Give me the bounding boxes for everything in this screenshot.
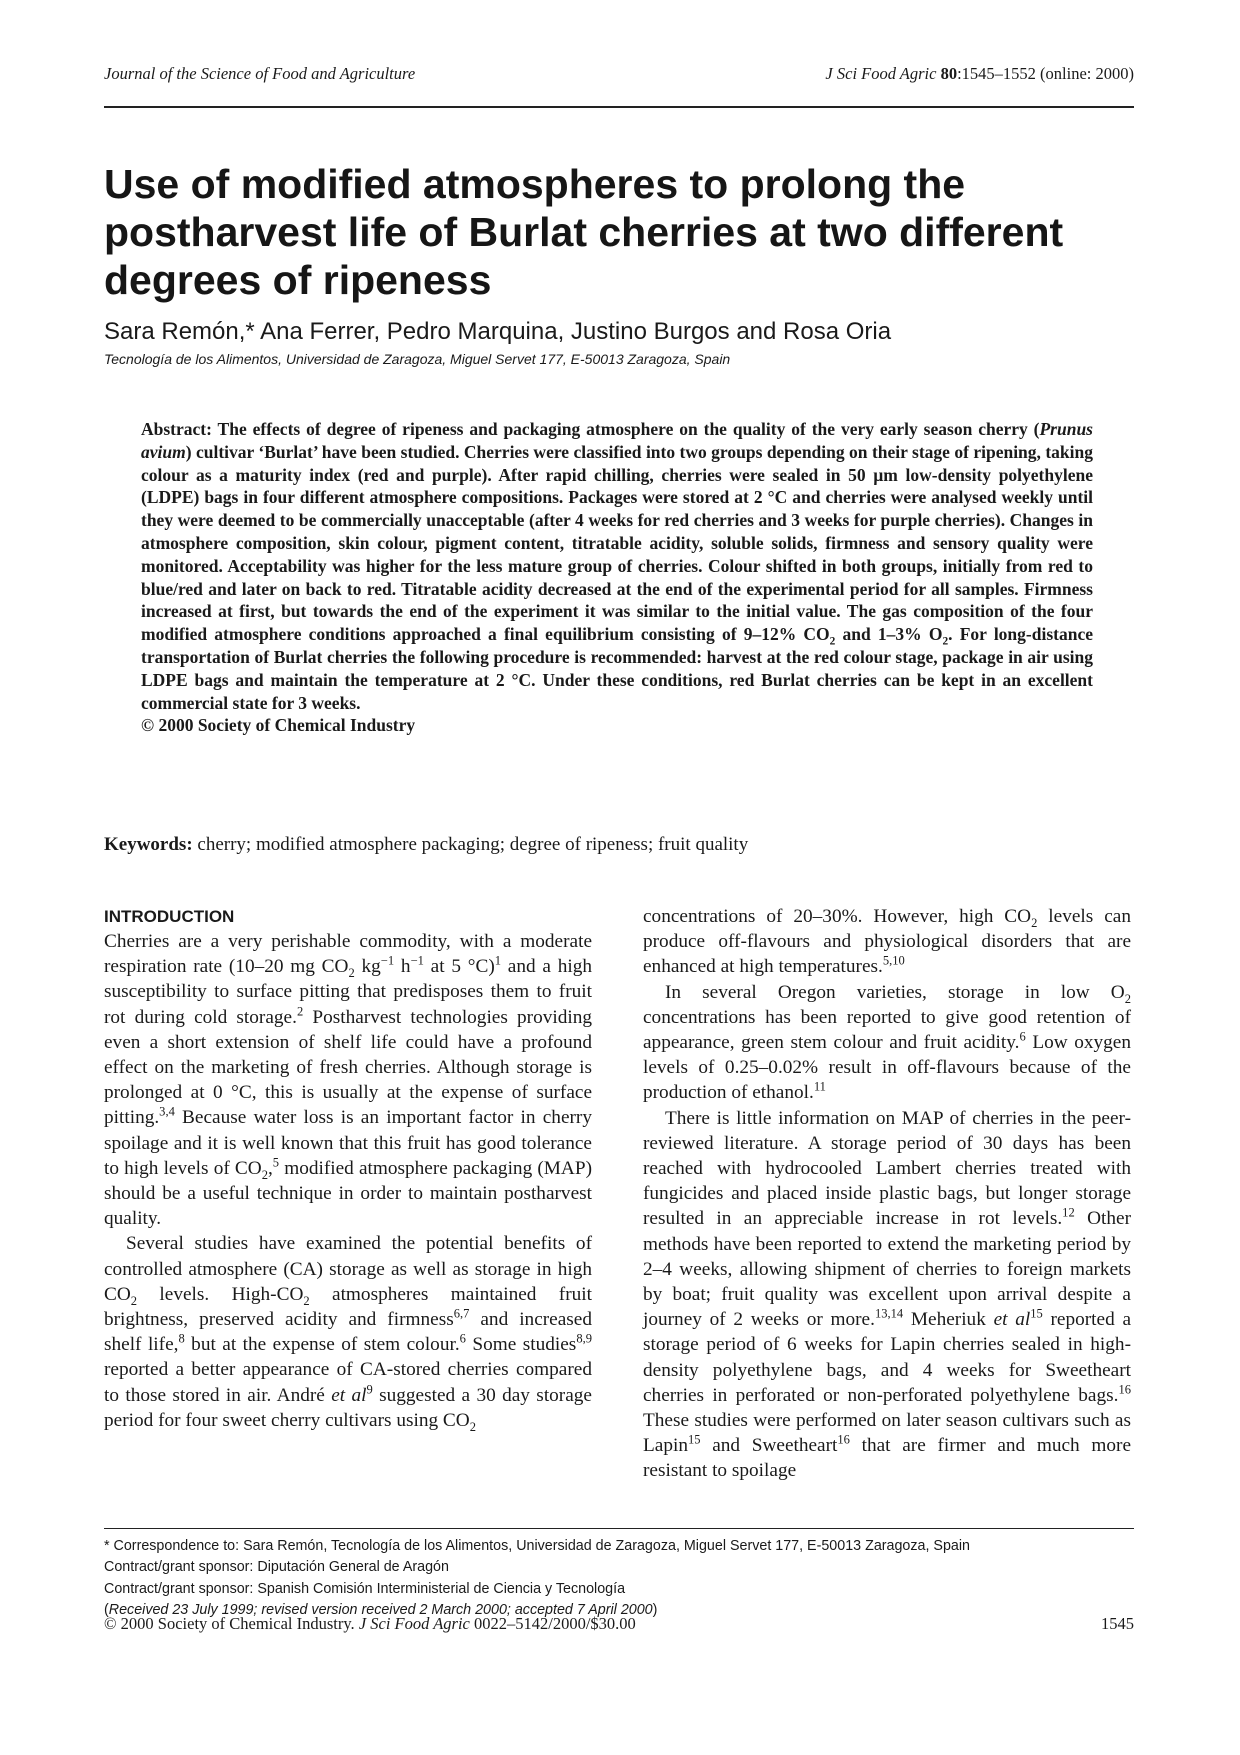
species-name: Prunus avium [141, 419, 1093, 462]
page-number: 1545 [1101, 1614, 1134, 1633]
paragraph: Several studies have examined the potential benefits of controlled atmosphere (CA) storage as well as storage in high $CO_2$ levels. High-$CO_2$ atmospheres maintained fruit brightness, preserved acidity and firmness$^{6,7}$ and increased shelf life,$^8$ but at the expense of stem colour.$^6$ Some studies$^{8,9}$ reported a better appearance of CA-stored cherries compared to those stored in air. André et $al^9$ suggested a 30 day storage period for four sweet cherry cultivars using $CO_2$ [104, 1233, 592, 1434]
paragraph: In several Oregon varieties, storage in low $O_2$ concentrations has been reported to give good retention of appearance, green stem colour and fruit acidity.$^6$ Low oxygen levels of 0.25–0.02% result in off-flavours because of the production of ethanol.$^{11}$ [643, 981, 1131, 1104]
footnote-correspondence: * Correspondence to: Sara Remón, Tecnología de los Alimentos, Universidad de Zaragoza, Miguel Servet 177, E-50013 Zaragoza, Spain [104, 1538, 970, 1554]
header-rule [104, 106, 1134, 108]
abstract-text-2: ) cultivar ‘Burlat’ have been studied. Cherries were classified into two groups depending on their stage of ripening, taking colour as a maturity index (red and purple). After rapid chilling, cherries were sealed in 50 µm low-density polyethylene (LDPE) bags in four different atmosphere compositions. Packages were stored at 2 °C and cherries were analysed weekly until they were deemed to be commercially unacceptable (after 4 weeks for red cherries and 3 weeks for purple cherries). Changes in atmosphere composition, skin colour, pigment content, titratable acidity, soluble solids, firmness and sensory quality were monitored. Acceptability was higher for the less mature group of cherries. Colour shifted in both groups, initially from red to blue/red and later on back to red. Titratable acidity decreased at the end of the experimental period for all samples. Firmness increased at first, but towards the end of the experiment it was similar to the initial value. The gas composition of the four modified atmosphere conditions approached a final equilibrium consisting of 9–12% CO [141, 441, 1093, 645]
footer-copyright [104, 1614, 636, 1634]
citation [825, 64, 1134, 84]
footnote-sponsor-2: Contract/grant sponsor: Spanish Comisión Interministerial de Ciencia y Tecnología [104, 1580, 626, 1597]
footer-journal: J Sci Food Agric [358, 1614, 470, 1633]
footnote-sponsor-1: Contract/grant sponsor: Diputación General de Aragón [104, 1559, 449, 1576]
section-heading-introduction: INTRODUCTION [104, 907, 235, 926]
keywords-label: Keywords: [104, 834, 193, 855]
affiliation: Tecnología de los Alimentos, Universidad de Zaragoza, Miguel Servet 177, E-50013 Zaragoza, Spain [104, 351, 731, 367]
citation-journal: J Sci Food Agric [825, 64, 937, 83]
abstract: Abstract: The effects of degree of ripeness and packaging atmosphere on the quality of the very early season cherry (Prunus avium) cultivar ‘Burlat’ have been studied. Cherries were classified into two groups depending on their stage of ripening, taking colour as a maturity index (red and purple). After rapid chilling, cherries were sealed in 50 µm low-density polyethylene (LDPE) bags in four different atmosphere compositions. Packages were stored at 2 °C and cherries were analysed weekly until they were deemed to be commercially unacceptable (after 4 weeks for red cherries and 3 weeks for purple cherries). Changes in atmosphere composition, skin colour, pigment content, titratable acidity, soluble solids, firmness and sensory quality were monitored. Acceptability was higher for the less mature group of cherries. Colour shifted in both groups, initially from red to blue/red and later on back to red. Titratable acidity decreased at the end of the experimental period for all samples. Firmness increased at first, but towards the end of the experiment it was similar to the initial value. The gas composition of the four modified atmosphere conditions approached a final equilibrium consisting of 9–12% $CO_2$ and 1–3% $O_2$. For long-distance transportation of Burlat cherries the following procedure is recommended: harvest at the red colour stage, package in air using LDPE bags and maintain the temperature at 2 °C. Under these conditions, red Burlat cherries can be kept in an excellent commercial state for 3 weeks. © 2000 Society of Chemical Industry [141, 419, 1093, 736]
footer-issn: 0022–5142/2000/$30.00 [469, 1614, 636, 1633]
keywords-text: cherry; modified atmosphere packaging; degree of ripeness; fruit quality [192, 834, 749, 855]
column-right [643, 904, 1131, 1484]
footer-copyright-text: © 2000 Society of Chemical Industry. [104, 1614, 359, 1633]
abstract-text-1: The effects of degree of ripeness and packaging atmosphere on the quality of the very early season cherry ( [211, 419, 1040, 439]
citation-volume: 80 [940, 64, 958, 83]
paragraph: concentrations of 20–30%. However, high $CO_2$ levels can produce off-flavours and physiological disorders that are enhanced at high temperatures.$^{5,10}$ [643, 906, 1131, 978]
received-dates: Received 23 July 1999; revised version received 2 March 2000; accepted 7 April 2000 [108, 1602, 653, 1619]
keywords [104, 834, 748, 856]
abstract-text-3: and 1–3% O [835, 624, 943, 645]
authors: Sara Remón,* Ana Ferrer, Pedro Marquina, Justino Burgos and Rosa Oria [104, 318, 892, 345]
citation-pages: :1545–1552 (online: 2000) [957, 64, 1134, 83]
abstract-text-4: . For long-distance transportation of Burlat cherries the following procedure is recommended: harvest at the red colour stage, package in air using LDPE bags and maintain the temperature at 2 °C. Under these conditions, red Burlat cherries can be kept in an excellent commercial state for 3 weeks. [141, 624, 1093, 713]
abstract-copyright: © 2000 Society of Chemical Industry [141, 715, 416, 736]
paper-title: Use of modified atmospheres to prolong the postharvest life of Burlat cherries at two different degrees of ripeness [104, 161, 1064, 303]
abstract-label: Abstract: [141, 419, 212, 439]
journal-name: Journal of the Science of Food and Agriculture [104, 64, 416, 83]
footnote-received: (Received 23 July 1999; revised version received 2 March 2000; accepted 7 April 2000) [104, 1602, 658, 1619]
footnote-rule [104, 1528, 1134, 1529]
paragraph: There is little information on MAP of cherries in the peer-reviewed literature. A storage period of 30 days has been reached with hydrocooled Lambert cherries treated with fungicides and placed inside plastic bags, but longer storage resulted in an appreciable increase in rot levels.$^{12}$ Other methods have been reported to extend the marketing period by 2–4 weeks, allowing shipment of cherries to foreign markets by boat; fruit quality was excellent upon arrival despite a journey of 2 weeks or more.$^{13,14}$ Meheriuk et $al^{15}$ reported a storage period of 6 weeks for Lapin cherries sealed in high-density polyethylene bags, and 4 weeks for Sweetheart cherries in perforated or non-perforated polyethylene bags.$^{16}$ These studies were performed on later season cultivars such as Lapin$^{15}$ and Sweetheart$^{16}$ that are firmer and much more resistant to spoilage [643, 1107, 1132, 1482]
column-left [104, 904, 592, 1433]
paragraph: Cherries are a very perishable commodity, with a moderate respiration rate (10–20 mg $CO_2$ $kg^{-1}$ $h^{-1}$ at 5 °C)$^1$ and a high susceptibility to surface pitting that predisposes them to fruit rot during cold storage.$^2$ Postharvest technologies providing even a short extension of shelf life could have a profound effect on the marketing of fresh cherries. Although storage is prolonged at 0 °C, this is usually at the expense of surface pitting.$^{3,4}$ Because water loss is an important factor in cherry spoilage and it is well known that this fruit has good tolerance to high levels of $CO_2,^5$ modified atmosphere packaging (MAP) should be a useful technique in order to maintain postharvest quality. [104, 931, 593, 1230]
footnotes [104, 1536, 1134, 1622]
